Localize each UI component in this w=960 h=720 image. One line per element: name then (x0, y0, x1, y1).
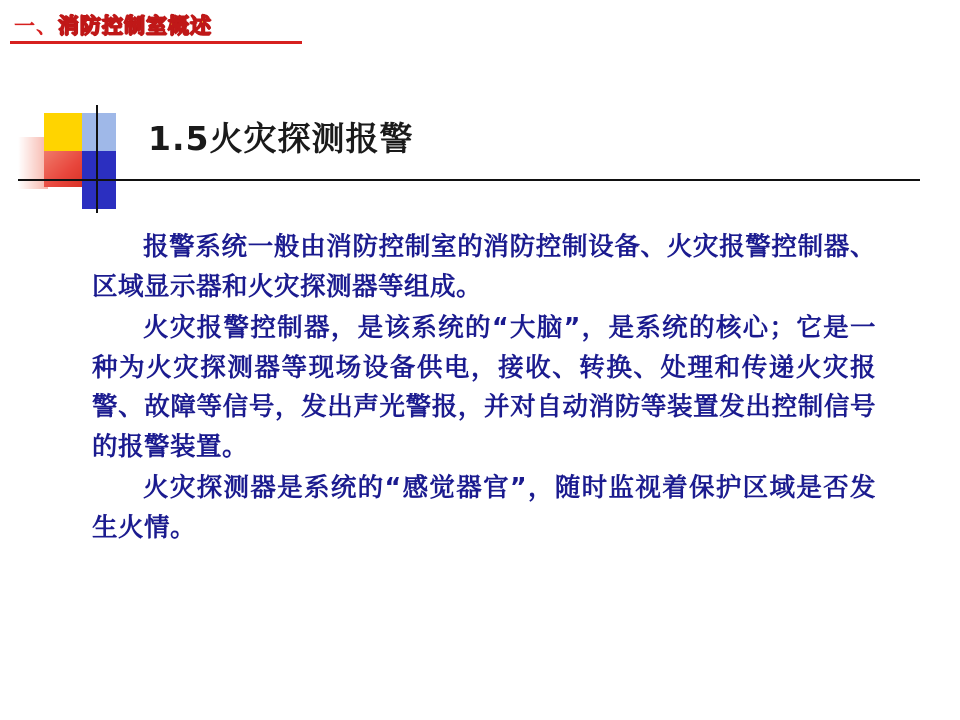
paragraph: 火灾报警控制器，是该系统的“大脑”，是系统的核心；它是一种为火灾探测器等现场设备供电，接收、转换、处理和传递火灾报警、故障等信号，发出声光警报，并对自动消防等装置发出控制信号的报警装置。 (92, 313, 876, 462)
section-header (0, 8, 310, 44)
page-title: 1.5火灾探测报警 (148, 119, 414, 158)
section-header-highlight: 消防控制室概述 (58, 14, 212, 38)
yellow-square-icon (44, 113, 82, 151)
light-blue-square-icon (82, 113, 116, 151)
paragraph: 报警系统一般由消防控制室的消防控制设备、火灾报警控制器、区域显示器和火灾探测器等组成。 (92, 232, 876, 302)
section-header-text (14, 10, 212, 40)
decorative-squares (18, 105, 138, 213)
section-header-prefix: 一、 (14, 14, 58, 38)
section-header-underline (10, 41, 302, 44)
horizontal-rule (18, 179, 920, 181)
paragraph: 火灾探测器是系统的“感觉器官”，随时监视着保护区域是否发生火情。 (92, 473, 876, 543)
slide-title-block (0, 95, 960, 215)
red-square-icon (44, 151, 82, 187)
body-text (92, 228, 876, 550)
vertical-rule (96, 105, 98, 213)
